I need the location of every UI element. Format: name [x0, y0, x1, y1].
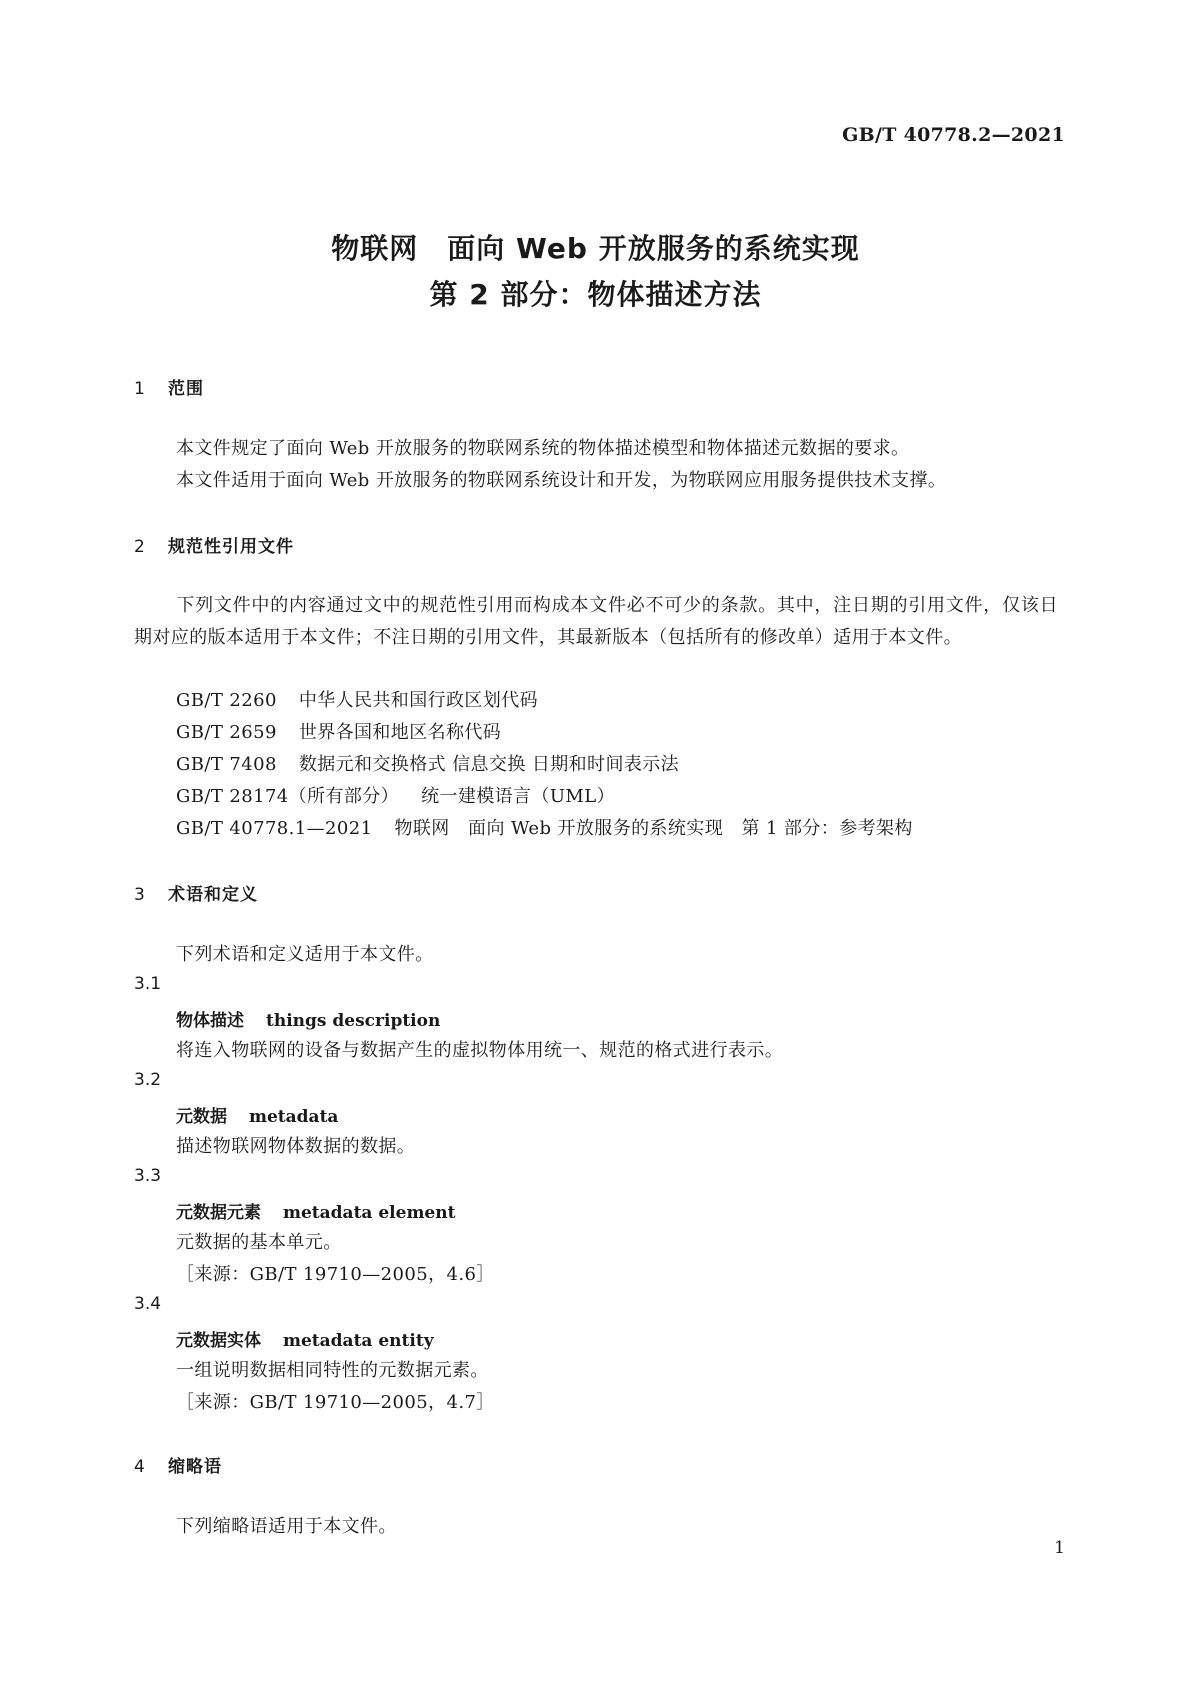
title-line-2: 第 2 部分：物体描述方法: [429, 278, 762, 311]
title-line-1: 物联网 面向 Web 开放服务的系统实现: [331, 232, 860, 265]
section-title: 范围: [168, 379, 204, 399]
section-title: 缩略语: [168, 1457, 222, 1477]
term-number: 3.4: [134, 1294, 162, 1314]
terms-intro: 下列术语和定义适用于本文件。: [176, 944, 434, 965]
abbreviations-intro: 下列缩略语适用于本文件。: [176, 1516, 397, 1537]
reference-item: [176, 718, 501, 744]
term-definition: 将连入物联网的设备与数据产生的虚拟物体用统一、规范的格式进行表示。: [176, 1040, 784, 1061]
reference-item: [176, 750, 679, 776]
term-en: metadata: [249, 1107, 339, 1127]
term-heading: [176, 1006, 440, 1031]
reference-name: 统一建模语言（UML）: [421, 786, 616, 807]
term-heading: [176, 1102, 338, 1127]
term-zh: 物体描述: [176, 1011, 244, 1031]
reference-code: GB/T 2659: [176, 722, 277, 743]
term-number: 3.2: [134, 1070, 162, 1090]
page-number: 1: [1054, 1538, 1065, 1558]
reference-name: 物联网 面向 Web 开放服务的系统实现 第 1 部分：参考架构: [394, 818, 913, 839]
section-title: 术语和定义: [168, 885, 258, 905]
standard-number: GB/T 40778.2—2021: [842, 124, 1065, 146]
reference-code: GB/T 40778.1—2021: [176, 818, 373, 839]
term-heading: [176, 1198, 455, 1223]
reference-name: 数据元和交换格式 信息交换 日期和时间表示法: [298, 754, 680, 775]
section-number: 1: [134, 379, 146, 399]
section-heading-3: [134, 880, 258, 905]
section-heading-4: [134, 1452, 222, 1477]
term-number: 3.1: [134, 974, 162, 994]
scope-paragraph-2: 本文件适用于面向 Web 开放服务的物联网系统设计和开发，为物联网应用服务提供技术支撑。: [176, 470, 947, 491]
reference-code: GB/T 7408: [176, 754, 277, 775]
document-title: [0, 226, 1191, 318]
section-number: 4: [134, 1457, 146, 1477]
normative-intro: [134, 590, 1058, 654]
reference-name: 中华人民共和国行政区划代码: [298, 690, 539, 711]
term-en: metadata entity: [283, 1331, 434, 1351]
reference-code: GB/T 28174（所有部分）: [176, 786, 400, 807]
section-number: 2: [134, 537, 146, 557]
term-definition: 元数据的基本单元。: [176, 1232, 342, 1253]
term-source: ［来源：GB/T 19710—2005，4.7］: [176, 1392, 495, 1413]
term-definition: 描述物联网物体数据的数据。: [176, 1136, 416, 1157]
term-zh: 元数据元素: [176, 1203, 261, 1223]
term-definition: 一组说明数据相同特性的元数据元素。: [176, 1360, 489, 1381]
term-source: ［来源：GB/T 19710—2005，4.6］: [176, 1264, 495, 1285]
term-zh: 元数据实体: [176, 1331, 261, 1351]
section-number: 3: [134, 885, 146, 905]
reference-item: [176, 782, 615, 808]
reference-item: [176, 814, 913, 840]
term-number: 3.3: [134, 1166, 162, 1186]
scope-paragraph-1: 本文件规定了面向 Web 开放服务的物联网系统的物体描述模型和物体描述元数据的要求。: [176, 438, 910, 459]
normative-intro-text: 下列文件中的内容通过文中的规范性引用而构成本文件必不可少的条款。其中，注日期的引用文件，仅该日期对应的版本适用于本文件；不注日期的引用文件，其最新版本（包括所有的修改单）适用于本文件。: [134, 595, 1058, 648]
term-en: metadata element: [283, 1203, 456, 1223]
reference-code: GB/T 2260: [176, 690, 277, 711]
reference-item: [176, 686, 538, 712]
section-title: 规范性引用文件: [168, 537, 294, 557]
section-heading-2: [134, 532, 294, 557]
reference-name: 世界各国和地区名称代码: [298, 722, 502, 743]
section-heading-1: [134, 374, 204, 399]
term-zh: 元数据: [176, 1107, 227, 1127]
term-heading: [176, 1326, 434, 1351]
term-en: things description: [266, 1011, 441, 1031]
